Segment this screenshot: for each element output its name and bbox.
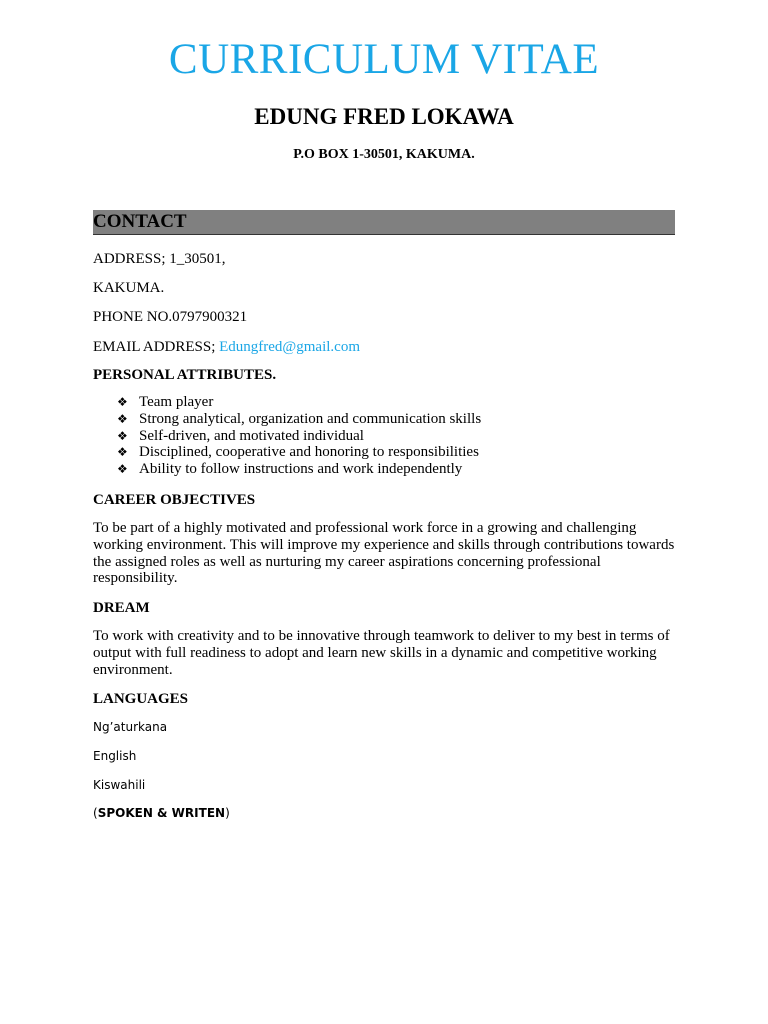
languages-heading: LANGUAGES <box>93 691 189 707</box>
diamond-bullet-icon: ❖ <box>117 411 128 426</box>
list-item: ❖ Team player <box>117 394 214 410</box>
document-title: CURRICULUM VITAE <box>168 36 600 83</box>
postal-address: P.O BOX 1-30501, KAKUMA. <box>293 147 475 162</box>
personal-attributes-heading: PERSONAL ATTRIBUTES. <box>93 367 277 383</box>
email-link[interactable]: Edungfred@gmail.com <box>219 339 360 355</box>
email-label: EMAIL ADDRESS; <box>93 339 220 355</box>
dream-text: To work with creativity and to be innovative through teamwork to deliver to my best in terms of output with full readiness to adopt and learn new skills in a dynamic and competitive working environment. <box>93 628 670 678</box>
contact-email-row <box>93 338 360 356</box>
language-proficiency-note: (SPOKEN & WRITEN) <box>93 806 230 820</box>
proficiency-text: SPOKEN & WRITEN <box>97 806 226 820</box>
contact-address-line2: KAKUMA. <box>93 280 165 296</box>
language-item: English <box>93 749 137 763</box>
list-item: ❖ Self-driven, and motivated individual <box>117 427 364 444</box>
diamond-bullet-icon: ❖ <box>117 445 128 460</box>
contact-address-line1: ADDRESS; 1_30501, <box>93 251 226 267</box>
diamond-bullet-icon: ❖ <box>117 428 128 443</box>
diamond-bullet-icon: ❖ <box>117 395 128 409</box>
contact-heading: CONTACT <box>93 211 187 232</box>
language-item: Ng’aturkana <box>93 720 168 734</box>
list-item: ❖ Strong analytical, organization and communication skills <box>117 410 482 427</box>
personal-attributes-list <box>117 394 481 478</box>
career-objectives-heading: CAREER OBJECTIVES <box>93 492 256 508</box>
career-objectives-text: To be part of a highly motivated and professional work force in a growing and challenging working environment. This will improve my experience and skills through contributions towards the assigned roles as well as nurturing my career aspirations concerning professional responsibility. <box>93 520 675 587</box>
diamond-bullet-icon: ❖ <box>117 462 128 477</box>
applicant-name: EDUNG FRED LOKAWA <box>254 104 514 129</box>
list-item: ❖ Disciplined, cooperative and honoring to responsibilities <box>117 444 479 461</box>
contact-phone: PHONE NO.0797900321 <box>93 309 248 325</box>
language-item: Kiswahili <box>93 778 146 792</box>
dream-heading: DREAM <box>93 600 150 616</box>
contact-section-bar <box>93 210 675 235</box>
list-item: ❖ Ability to follow instructions and work independently <box>117 461 463 478</box>
